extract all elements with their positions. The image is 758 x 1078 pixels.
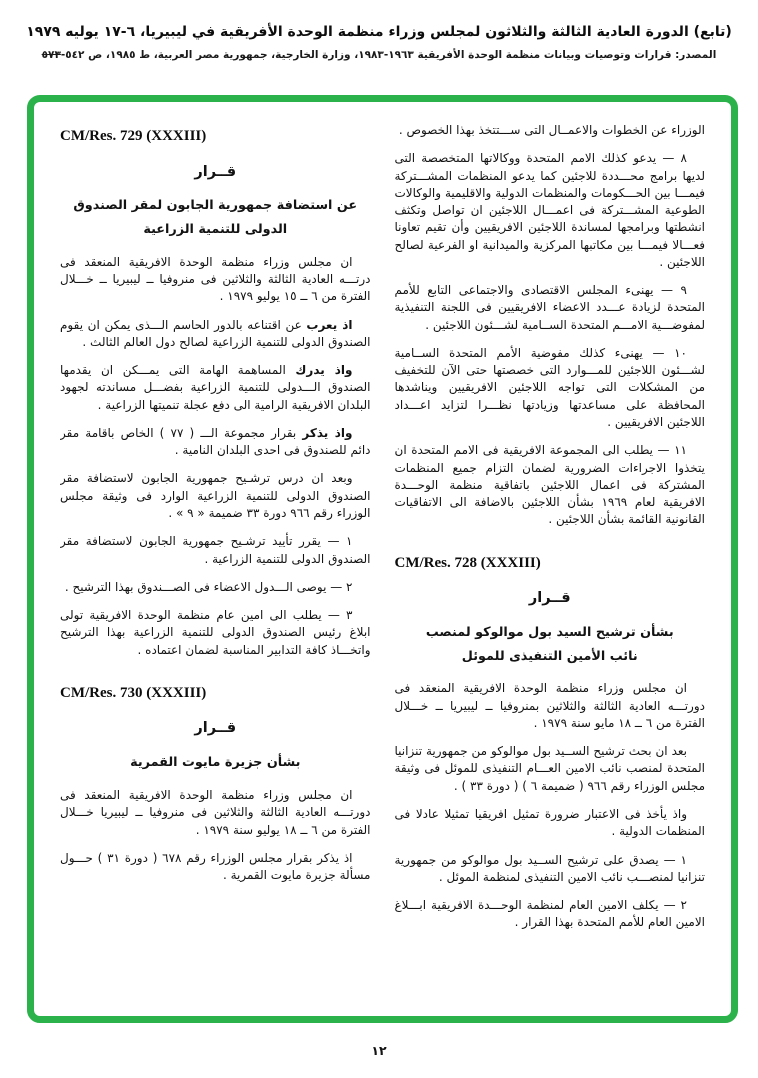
resolution-subtitle-line: الدولى للتنمية الزراعية bbox=[143, 222, 288, 238]
paragraph: الوزراء عن الخطوات والاعمــال التى ســـتتخذ بهذا الخصوص . bbox=[398, 123, 705, 137]
resolution-title: قــرار bbox=[528, 590, 571, 607]
paragraph: واذ يدرك المساهمة الهامة التى يمـــكن ان يقدمها الصندوق الـــدولى للتنمية الزراعية بفضـــل مساندته لجهود البلدان الافريقية الرامية الى دفع عجلة تنميتها الزراعية . bbox=[60, 363, 371, 412]
resolution-id: CM/Res. 728 (XXXIII) bbox=[394, 554, 541, 571]
paragraph: ٢ — يكلف الامين العام لمنظمة الوحـــدة الافريقية ابـــلاغ الامين العام للأمم المتحدة بهذا القرار . bbox=[394, 898, 705, 930]
paragraph: ٨ — يدعو كذلك الامم المتحدة ووكالاتها المتخصصة التى لديها برامج محـــددة للاجئين كما يدعو المنظمات المشـــتركة فيمـــا بين الحـــكومات والمنظمات الدولية والاقليمية والوكالات الطوعية المشـــتركة فى اعمـــال اللاجئين ان تواصل وتكثف انشطتها وبرامجها لمساندة اللاجئين الافريقيين وأن تقيم تعاونا فعـــالا فيمـــا بين مكاتبها المركزية والميدانية او الفرعية لصالح اللاجئين . bbox=[394, 151, 705, 269]
source-text: المصدر: قرارات وتوصيات وبيانات منظمة الوحدة الأفريقية ١٩٦٣-١٩٨٣، وزارة الخارجية، جمهورية مصر العربية، ط ١٩٨٥، ص ٥٤٢- bbox=[60, 49, 717, 61]
column-right bbox=[395, 122, 706, 1002]
paragraph: وبعد ان درس ترشـيح جمهورية الجابون لاستضافة مقر الصندوق الدولى للتنمية الزراعية الوارد فى وثيقة مجلس الوزراء رقم ٩٦٦ دورة ٣٣ ضميمة « ٩ » . bbox=[60, 471, 371, 520]
resolution-subtitle-line: بشأن جزيرة مايوت القمرية bbox=[130, 755, 301, 771]
paragraph: ١ — يصدق على ترشيح الســيد بول موالوكو من جمهورية تنزانيا لمنصـــب نائب الامين التنفيذى لمنظمة الموئل . bbox=[394, 852, 705, 884]
paragraph-lead: واذ يذكر bbox=[302, 425, 353, 440]
source-page-range-struck: ٥٧٣ bbox=[41, 49, 61, 61]
source-line bbox=[0, 49, 758, 61]
session-title: (تابع) الدورة العادية الثالثة والثلاثون لمجلس وزراء منظمة الوحدة الأفريقية في ليبيريا، ٦-١٧ يوليه ١٩٧٩ bbox=[26, 24, 732, 40]
resolution-subtitle-line: نائب الأمين التنفيذى للموئل bbox=[461, 648, 638, 664]
paragraph: بعد ان بحث ترشيح الســيد بول موالوكو من جمهورية تنزانيا المتحدة لمنصب نائب الامين العـــام التنفيذى للموئل فى وثيقة مجلس الوزراء رقم ٩٦٦ ( ضميمة ٦ ) ( دورة ٣٣ ) . bbox=[394, 744, 705, 793]
paragraph: ان مجلس وزراء منظمة الوحدة الافريقية المنعقد فى دورتـــه العادية الثالثة والثلاثين بمنروفيا ــ ليبيريا ــ خـــلال الفترة من ٦ ــ ١٨ مايو سنة ١٩٧٩ . bbox=[394, 681, 705, 730]
resolution-title: قــرار bbox=[194, 163, 237, 180]
page-header bbox=[0, 24, 758, 61]
page-number: ١٢ bbox=[371, 1043, 387, 1058]
paragraph: ١ — يقرر تأييد ترشـيح جمهورية الجابون لاستضافة مقر الصندوق الدولى للتنمية الزراعية . bbox=[60, 534, 371, 566]
paragraph: ٩ — يهنىء المجلس الاقتصادى والاجتماعى التابع للأمم المتحدة لزيادة عـــدد الاعضاء الافريقيين فى اللجنة التنفيذية لمفوضـــية الامـــم المتحدة الســامية لشـــئون اللاجئين . bbox=[394, 283, 705, 332]
paragraph-lead: اذ يعرب bbox=[306, 317, 353, 332]
resolution-subtitle bbox=[395, 621, 706, 668]
two-column-layout bbox=[60, 122, 705, 1002]
paragraph: ان مجلس وزراء منظمة الوحدة الافريقية المنعقد فى دورتـــه العادية الثالثة والثلاثين فى منروفيا ــ ليبيريا خـــلال الفترة من ٦ ــ ١٨ يوليو سنة ١٩٧٩ . bbox=[60, 788, 371, 837]
paragraph: ٢ — يوصى الـــدول الاعضاء فى الصـــندوق بهذا الترشيح . bbox=[64, 579, 353, 594]
paragraph: اذ يعرب عن اقتناعه بالدور الحاسم الـــذى يمكن ان يقوم الصندوق الدولى للتنمية الزراعية لصالح دول العالم الثالث . bbox=[60, 317, 371, 349]
resolution-subtitle bbox=[60, 194, 371, 241]
paragraph: ١٠ — يهنىء كذلك مفوضية الأمم المتحدة الســامية لشـــئون اللاجئين للمـــوارد التى خصصتها حتى الآن للتخفيف من المشكلات التى تواجه اللاجئين الافريقيين ويناشدها المحافظة على مساعدتها وزيادتها نظـــرا لتزايد اعـــداد اللاجئين الافريقيين . bbox=[394, 345, 705, 429]
resolution-subtitle bbox=[60, 751, 371, 775]
paragraph: ٣ — يطلب الى امين عام منظمة الوحدة الافريقية تولى ابلاغ رئيس الصندوق الدولى للتنمية الزراعية بهذا الترشيح واتخـــاذ كافة التدابير المناسبة لضمان اعتماده . bbox=[60, 608, 371, 657]
column-left bbox=[60, 122, 371, 1002]
resolution-title: قــرار bbox=[194, 720, 237, 737]
paragraph: واذ يذكر بقرار مجموعة الـــ ( ٧٧ ) الخاص باقامة مقر دائم للصندوق فى احدى البلدان النامية . bbox=[60, 425, 371, 458]
resolution-subtitle-line: عن استضافة جمهورية الجابون لمقر الصندوق bbox=[73, 198, 358, 214]
resolution-id: CM/Res. 730 (XXXIII) bbox=[60, 684, 207, 701]
paragraph: ١١ — يطلب الى المجموعة الافريقية فى الامم المتحدة ان يتخذوا الاجراءات الضرورية لضمان التزام جميع المنظمات المشتركة فى اعمال اللاجئين باتفاقية منظمة الوحـــدة الافريقية لعام ١٩٦٩ بشأن اللاجئين بالاضافة الى الاتفاقيات القانونية القائمة بشأن اللاجئين . bbox=[394, 443, 705, 527]
paragraph: واذ يأخذ فى الاعتبار ضرورة تمثيل افريقيا تمثيلا عادلا فى المنظمات الدولية . bbox=[394, 806, 705, 839]
page-footer bbox=[0, 1043, 758, 1058]
resolution-id: CM/Res. 729 (XXXIII) bbox=[60, 128, 207, 144]
paragraph: ان مجلس وزراء منظمة الوحدة الافريقية المنعقد فى درتـــه العادية الثالثة والثلاثين فى منروفيا ــ ليبيريا ــ خـــلال الفترة من ٦ ــ ١٥ يوليو ١٩٧٩ . bbox=[60, 254, 371, 304]
green-border-frame bbox=[27, 95, 738, 1023]
paragraph-lead: واذ يدرك bbox=[295, 363, 353, 378]
paragraph: اذ يذكر بقرار مجلس الوزراء رقم ٦٧٨ ( دورة ٣١ ) حـــول مسألة جزيرة مايوت القمرية . bbox=[60, 850, 371, 883]
resolution-subtitle-line: بشأن ترشيح السيد بول موالوكو لمنصب bbox=[425, 625, 674, 641]
